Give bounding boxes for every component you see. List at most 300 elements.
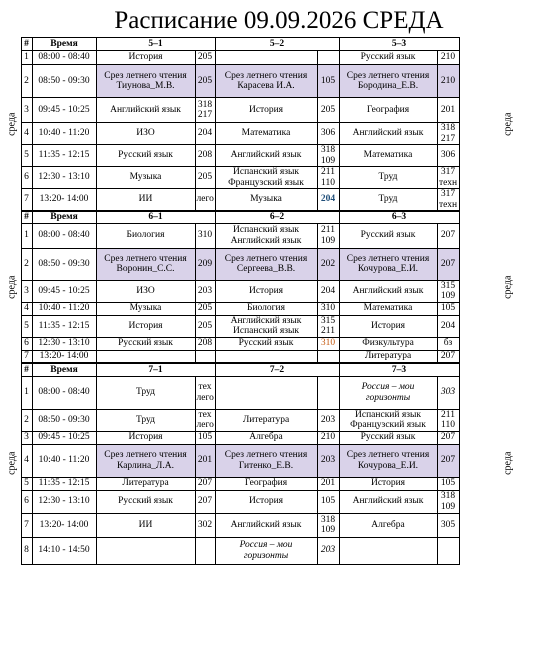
subject-line: Литература (122, 478, 169, 489)
column-header-time: Время (32, 211, 96, 223)
block-header-row (0, 38, 558, 51)
subject-line: Русский язык (118, 338, 173, 349)
room-cell (195, 337, 215, 350)
subject-cell (96, 350, 195, 363)
room-cell (195, 65, 215, 98)
subject-cell (339, 98, 437, 123)
room-cell (317, 477, 339, 490)
room-line: 210 (440, 75, 456, 86)
day-label-right (459, 38, 558, 212)
lesson-number: 5 (21, 145, 32, 167)
subject-cell (215, 376, 317, 409)
lesson-number: 7 (21, 350, 32, 363)
subject-cell (96, 123, 195, 145)
subject-line: Бородина_Е.В. (357, 81, 419, 91)
subject-cell (339, 189, 437, 212)
room-line: 203 (197, 285, 213, 296)
day-label-right (459, 211, 558, 363)
room-cell (437, 409, 459, 431)
subject-line: Воронин_С.С. (116, 264, 175, 274)
subject-line: Гитенко_Е.В. (238, 460, 294, 471)
room-cell (437, 65, 459, 98)
subject-line: Литература (242, 414, 290, 425)
subject-cell (339, 223, 437, 248)
lesson-time: 08:00 - 08:40 (32, 223, 96, 248)
room-cell (195, 189, 215, 212)
room-line: 207 (440, 258, 456, 269)
room-line: 109 (320, 235, 336, 246)
room-cell (437, 537, 459, 564)
room-line: 204 (320, 285, 336, 296)
subject-line: История (128, 432, 163, 443)
subject-line: Тиунова_М.В. (116, 81, 175, 91)
schedule-table (0, 37, 558, 565)
subject-cell (215, 65, 317, 98)
lesson-number: 5 (21, 477, 32, 490)
lesson-number: 4 (21, 444, 32, 477)
subject-cell (215, 280, 317, 302)
subject-cell (96, 337, 195, 350)
day-label-text: среда (502, 275, 514, 299)
room-cell (195, 51, 215, 65)
subject-line: Биология (246, 303, 285, 314)
subject-line: ИИ (138, 519, 153, 530)
subject-line: Музыка (129, 303, 162, 314)
room-line: 317 (440, 189, 456, 199)
lesson-time: 13:20- 14:00 (32, 350, 96, 363)
subject-line: Английский язык (230, 235, 302, 246)
room-cell (195, 376, 215, 409)
subject-cell (215, 513, 317, 537)
column-header-num: # (21, 38, 32, 51)
lesson-number: 1 (21, 376, 32, 409)
subject-cell (96, 65, 195, 98)
room-cell (317, 490, 339, 513)
subject-line: Труд (135, 387, 156, 398)
subject-cell (96, 315, 195, 337)
room-line: 305 (440, 519, 456, 530)
subject-line: Срез летнего чтения (104, 70, 187, 81)
room-line: 310 (197, 230, 213, 241)
subject-cell (339, 513, 437, 537)
room-cell (437, 431, 459, 444)
subject-cell (339, 444, 437, 477)
room-line: 303 (440, 387, 456, 398)
class-header: 5–1 (96, 38, 215, 51)
lesson-time: 12:30 - 13:10 (32, 490, 96, 513)
room-line: 205 (197, 75, 213, 86)
room-cell (317, 98, 339, 123)
subject-line: Английский язык (352, 496, 424, 507)
subject-line: История (128, 52, 163, 63)
room-line: 207 (440, 455, 456, 466)
lesson-time: 09:45 - 10:25 (32, 431, 96, 444)
room-cell (317, 51, 339, 65)
day-label-left (0, 363, 21, 564)
lesson-number: 4 (21, 302, 32, 315)
subject-cell (215, 248, 317, 280)
room-line: 306 (320, 128, 336, 139)
subject-cell (96, 302, 195, 315)
room-line: 204 (320, 194, 336, 205)
room-cell (437, 315, 459, 337)
subject-cell (215, 431, 317, 444)
room-cell (317, 280, 339, 302)
subject-line: Срез летнего чтения (224, 450, 308, 460)
subject-cell (339, 376, 437, 409)
room-line: 207 (440, 230, 456, 241)
room-line: 204 (440, 320, 456, 331)
subject-line: Музыка (250, 194, 282, 205)
column-header-time: Время (32, 38, 96, 51)
lesson-time: 08:50 - 09:30 (32, 65, 96, 98)
room-line: 306 (440, 150, 456, 161)
room-cell (437, 145, 459, 167)
lesson-time: 11:35 - 12:15 (32, 145, 96, 167)
room-line: 207 (197, 496, 213, 507)
subject-cell (96, 248, 195, 280)
day-label-text: среда (502, 451, 514, 476)
page-title: Расписание 09.09.2026 СРЕДА (114, 7, 444, 34)
subject-cell (96, 376, 195, 409)
subject-cell (215, 350, 317, 363)
room-cell (317, 65, 339, 98)
room-cell (317, 537, 339, 564)
room-cell (317, 431, 339, 444)
room-cell (317, 376, 339, 409)
room-line: 205 (197, 320, 213, 331)
lesson-number: 7 (21, 189, 32, 212)
subject-cell (339, 337, 437, 350)
lesson-time: 08:50 - 09:30 (32, 248, 96, 280)
subject-cell (96, 409, 195, 431)
room-cell (437, 123, 459, 145)
room-line: 211 (321, 225, 335, 235)
day-label-text: среда (6, 275, 18, 299)
subject-cell (339, 51, 437, 65)
subject-cell (96, 444, 195, 477)
subject-line: Математика (363, 303, 413, 314)
room-cell (317, 409, 339, 431)
room-line: 207 (440, 351, 456, 361)
subject-line: Срез летнего чтения (346, 253, 430, 264)
room-cell (317, 145, 339, 167)
room-line: 105 (440, 478, 456, 489)
room-line: 205 (320, 104, 336, 115)
room-cell (437, 280, 459, 302)
subject-cell (215, 315, 317, 337)
room-cell (317, 123, 339, 145)
subject-line: Срез летнего чтения (346, 70, 430, 81)
subject-cell (339, 537, 437, 564)
subject-cell (96, 223, 195, 248)
room-cell (195, 280, 215, 302)
subject-line: Срез летнего чтения (224, 70, 308, 81)
lesson-time: 10:40 - 11:20 (32, 123, 96, 145)
subject-line: Русский язык (360, 230, 416, 241)
subject-line: Карлина_Л.А. (117, 460, 174, 471)
lesson-number: 2 (21, 248, 32, 280)
room-line: тех (198, 409, 212, 420)
subject-line: Испанский язык (355, 409, 421, 420)
room-cell (437, 350, 459, 363)
lesson-time: 13:20- 14:00 (32, 513, 96, 537)
class-header: 5–2 (215, 38, 339, 51)
room-cell (317, 223, 339, 248)
room-line: 208 (197, 150, 213, 161)
room-line: 302 (197, 519, 213, 530)
subject-cell (215, 123, 317, 145)
subject-line: Кочурова_Е.И. (357, 264, 419, 274)
subject-line: Музыка (129, 172, 162, 183)
subject-line: Английский язык (352, 128, 424, 139)
day-label-text: среда (6, 451, 18, 476)
room-line: 211 (321, 326, 335, 336)
lesson-number: 2 (21, 409, 32, 431)
subject-line: Английский язык (230, 519, 302, 530)
room-line: 318 (320, 514, 336, 525)
day-label-left (0, 38, 21, 212)
subject-line: История (128, 320, 163, 331)
class-header: 5–3 (339, 38, 459, 51)
subject-line: Труд (378, 194, 398, 205)
room-cell (195, 98, 215, 123)
room-line: 318 (320, 145, 336, 155)
subject-cell (215, 167, 317, 189)
room-line: 105 (440, 303, 456, 314)
room-cell (195, 477, 215, 490)
lesson-time: 11:35 - 12:15 (32, 477, 96, 490)
room-cell (317, 337, 339, 350)
subject-line: Математика (363, 150, 413, 161)
subject-line: Испанский язык (233, 225, 299, 235)
column-header-num: # (21, 211, 32, 223)
room-cell (437, 98, 459, 123)
subject-cell (96, 98, 195, 123)
room-cell (437, 477, 459, 490)
lesson-time: 13:20- 14:00 (32, 189, 96, 212)
subject-line: Литература (364, 351, 412, 361)
room-cell (317, 248, 339, 280)
room-cell (195, 167, 215, 189)
lesson-time: 09:45 - 10:25 (32, 280, 96, 302)
subject-line: История (370, 478, 406, 489)
subject-cell (339, 409, 437, 431)
subject-line: Россия – мои (361, 382, 415, 392)
room-cell (195, 123, 215, 145)
subject-line: Русский язык (118, 150, 173, 161)
room-cell (437, 223, 459, 248)
class-header: 6–1 (96, 211, 215, 223)
subject-cell (215, 409, 317, 431)
room-line: техн (438, 177, 458, 188)
subject-cell (96, 280, 195, 302)
subject-cell (96, 431, 195, 444)
subject-line: горизонты (243, 550, 289, 561)
column-header-time: Время (32, 363, 96, 376)
room-cell (437, 376, 459, 409)
room-line: 203 (320, 414, 336, 425)
lesson-number: 7 (21, 513, 32, 537)
class-header: 6–3 (339, 211, 459, 223)
subject-cell (215, 223, 317, 248)
room-line: 217 (197, 110, 213, 120)
room-cell (195, 513, 215, 537)
lesson-number: 1 (21, 223, 32, 248)
subject-line: ИЗО (136, 285, 155, 296)
room-cell (195, 302, 215, 315)
room-line: 318 (197, 99, 213, 110)
lesson-time: 10:40 - 11:20 (32, 302, 96, 315)
room-cell (195, 431, 215, 444)
room-line: 203 (320, 455, 336, 466)
subject-line: Математика (241, 128, 291, 139)
lesson-number: 6 (21, 490, 32, 513)
subject-line: Французский язык (228, 177, 304, 188)
subject-cell (215, 337, 317, 350)
room-cell (195, 350, 215, 363)
subject-cell (96, 490, 195, 513)
room-line: 201 (440, 104, 456, 115)
room-cell (317, 189, 339, 212)
subject-line: История (248, 104, 284, 115)
room-line: 317 (440, 167, 456, 177)
lesson-number: 6 (21, 167, 32, 189)
subject-line: ИЗО (136, 128, 155, 139)
day-label-right (459, 363, 558, 564)
subject-cell (215, 490, 317, 513)
room-line: 205 (197, 172, 213, 183)
room-cell (317, 513, 339, 537)
subject-cell (96, 513, 195, 537)
lesson-time: 08:00 - 08:40 (32, 51, 96, 65)
room-cell (317, 350, 339, 363)
subject-line: ИИ (138, 194, 153, 205)
lesson-time: 08:00 - 08:40 (32, 376, 96, 409)
lesson-time: 08:50 - 09:30 (32, 409, 96, 431)
room-line: бз (443, 338, 453, 349)
lesson-number: 3 (21, 98, 32, 123)
room-cell (195, 444, 215, 477)
room-line: 109 (320, 525, 336, 535)
room-line: 210 (440, 52, 456, 63)
room-line: 209 (197, 258, 213, 269)
room-cell (195, 315, 215, 337)
subject-line: История (248, 285, 284, 296)
lesson-number: 8 (21, 537, 32, 564)
lesson-time: 12:30 - 13:10 (32, 337, 96, 350)
subject-line: География (244, 478, 288, 489)
room-cell (437, 337, 459, 350)
block-header-row (0, 211, 558, 223)
room-cell (317, 444, 339, 477)
room-line: 109 (440, 291, 456, 301)
subject-line: Алгебра (249, 432, 283, 443)
lesson-time: 11:35 - 12:15 (32, 315, 96, 337)
room-cell (437, 444, 459, 477)
subject-line: Срез летнего чтения (104, 450, 187, 460)
room-cell (437, 167, 459, 189)
column-header-num: # (21, 363, 32, 376)
subject-cell (339, 431, 437, 444)
room-line: 109 (320, 155, 336, 166)
subject-line: Труд (135, 414, 156, 425)
room-line: 211 (321, 167, 335, 177)
room-line: 109 (440, 501, 456, 512)
room-line: лего (196, 420, 214, 430)
subject-cell (215, 189, 317, 212)
room-line: 110 (441, 420, 455, 430)
room-cell (195, 248, 215, 280)
room-line: 105 (197, 432, 213, 443)
room-line: 203 (320, 545, 336, 556)
subject-cell (215, 145, 317, 167)
subject-line: Физкультура (362, 338, 414, 349)
room-cell (437, 513, 459, 537)
subject-line: История (248, 496, 284, 507)
room-line: техн (438, 199, 458, 210)
room-line: 217 (440, 133, 456, 144)
subject-line: Русский язык (360, 52, 416, 63)
room-line: тех (198, 382, 212, 392)
subject-line: Срез летнего чтения (104, 253, 187, 264)
lesson-number: 5 (21, 315, 32, 337)
subject-cell (339, 167, 437, 189)
subject-line: Русский язык (118, 496, 173, 507)
subject-line: Карасева И.А. (237, 81, 295, 91)
subject-line: Кочурова_Е.И. (357, 460, 419, 471)
room-line: 204 (197, 128, 213, 139)
subject-cell (215, 98, 317, 123)
room-line: 208 (197, 338, 213, 349)
room-line: лего (196, 392, 214, 403)
room-line: 315 (440, 280, 456, 291)
room-cell (437, 490, 459, 513)
subject-line: Алгебра (371, 519, 405, 530)
subject-line: Испанский язык (233, 167, 299, 177)
room-cell (437, 248, 459, 280)
room-line: 207 (440, 432, 456, 443)
lesson-number: 2 (21, 65, 32, 98)
subject-cell (96, 167, 195, 189)
subject-line: Биология (126, 230, 165, 241)
room-cell (195, 537, 215, 564)
room-cell (195, 145, 215, 167)
room-line: 202 (320, 258, 336, 269)
subject-cell (96, 145, 195, 167)
subject-cell (96, 189, 195, 212)
lesson-time: 14:10 - 14:50 (32, 537, 96, 564)
subject-line: История (370, 320, 406, 331)
room-cell (317, 315, 339, 337)
room-cell (195, 490, 215, 513)
subject-cell (215, 444, 317, 477)
room-line: 310 (320, 338, 336, 349)
subject-cell (339, 350, 437, 363)
subject-line: Испанский язык (233, 326, 299, 336)
room-cell (195, 409, 215, 431)
room-line: 211 (441, 409, 455, 420)
room-cell (317, 302, 339, 315)
subject-line: Русский язык (360, 432, 416, 443)
lesson-time: 09:45 - 10:25 (32, 98, 96, 123)
room-cell (437, 189, 459, 212)
class-header: 6–2 (215, 211, 339, 223)
subject-cell (339, 123, 437, 145)
subject-line: Английский язык (110, 104, 181, 115)
class-header: 7–1 (96, 363, 215, 376)
subject-line: Русский язык (238, 338, 294, 349)
